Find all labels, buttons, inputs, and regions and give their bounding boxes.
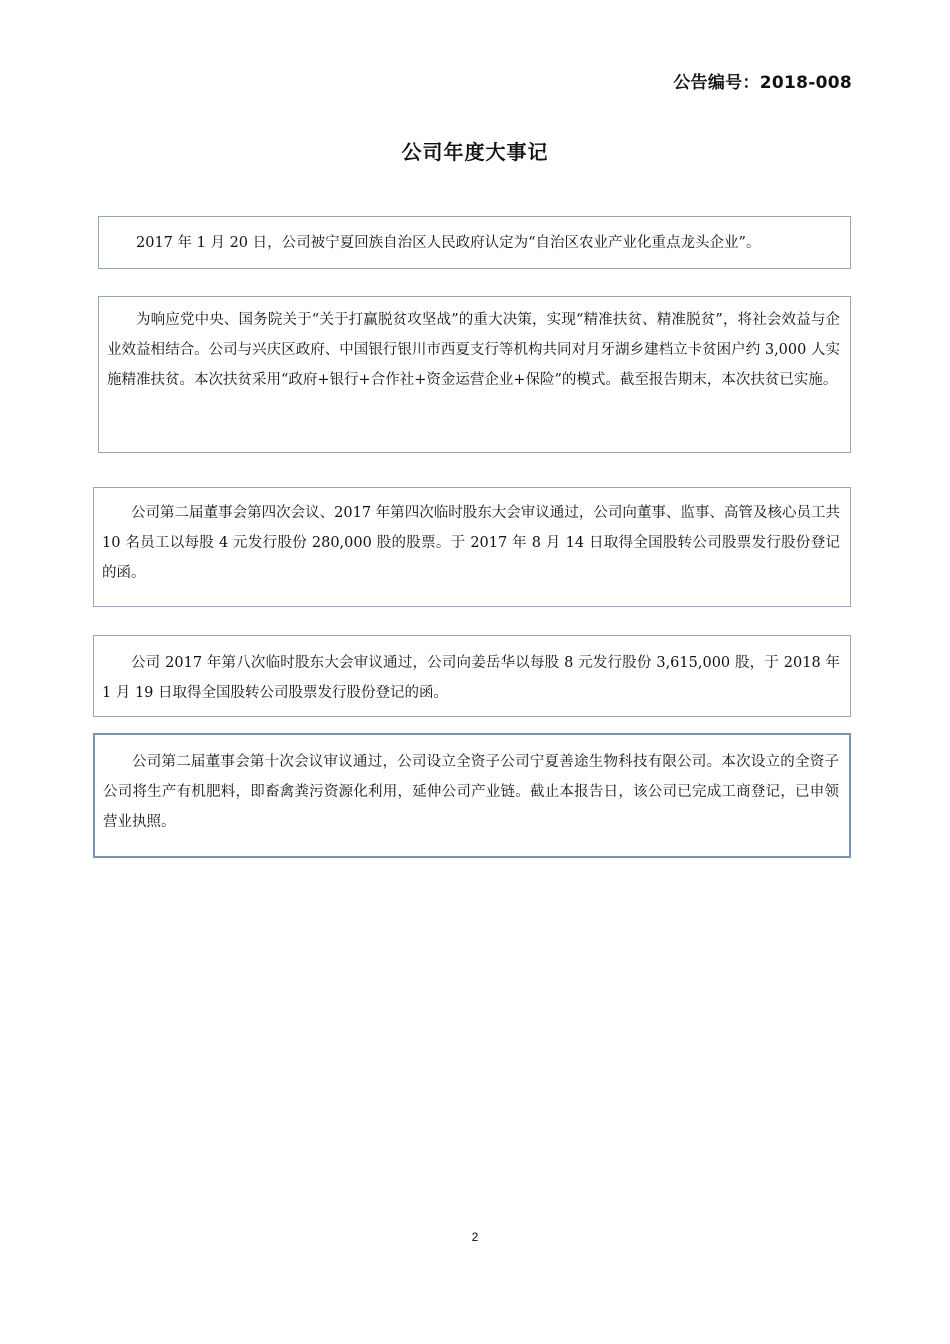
event-box-2: 为响应党中央、国务院关于“关于打赢脱贫攻坚战”的重大决策，实现“精准扶贫、精准脱贫”，将社会效益与企业效益相结合。公司与兴庆区政府、中国银行银川市西夏支行等机构共同对月牙湖乡建档立卡贫困户约 3,000 人实施精准扶贫。本次扶贫采用“政府+银行+合作社+资金运营企业+保险”的模式。截至报告期末，本次扶贫已实施。 <box>98 296 851 453</box>
event-box-3: 公司第二届董事会第四次会议、2017 年第四次临时股东大会审议通过，公司向董事、监事、高管及核心员工共 10 名员工以每股 4 元发行股份 280,000 股的股票。于 2017 年 8 月 14 日取得全国股转公司股票发行股份登记的函。 <box>93 487 851 607</box>
page-number: 2 <box>471 1230 479 1244</box>
event-box-5: 公司第二届董事会第十次会议审议通过，公司设立全资子公司宁夏善途生物科技有限公司。本次设立的全资子公司将生产有机肥料，即畜禽粪污资源化利用，延伸公司产业链。截止本报告日，该公司已完成工商登记，已申领营业执照。 <box>93 733 851 858</box>
event-box-4: 公司 2017 年第八次临时股东大会审议通过，公司向姜岳华以每股 8 元发行股份 3,615,000 股，于 2018 年 1 月 19 日取得全国股转公司股票发行股份登记的函。 <box>93 635 851 717</box>
announcement-number: 公告编号：2018-008 <box>673 73 852 93</box>
page-title: 公司年度大事记 <box>401 140 549 164</box>
event-box-1: 2017 年 1 月 20 日，公司被宁夏回族自治区人民政府认定为“自治区农业产业化重点龙头企业”。 <box>98 216 851 269</box>
